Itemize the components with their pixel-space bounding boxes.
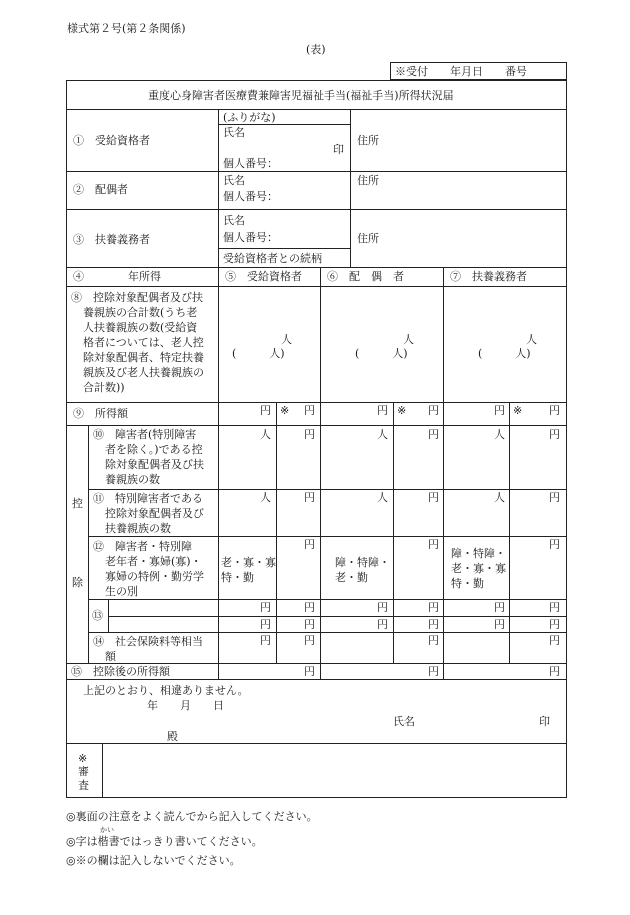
spouse-address-label: 住所 <box>357 174 379 187</box>
person-unit: 人 <box>377 428 388 441</box>
yen-unit: 円 <box>428 634 439 647</box>
rule <box>66 209 567 210</box>
rule <box>66 109 567 110</box>
star-mark: ※ <box>513 404 523 417</box>
yen-unit: 円 <box>304 404 315 417</box>
audit-label-a: 審 <box>78 765 89 778</box>
yen-unit: 円 <box>494 601 505 614</box>
col-spouse-header: ⑥ 配 偶 者 <box>327 270 404 283</box>
row11-label-1: ⑪ 特別障害者である <box>93 492 203 505</box>
spouse-mynumber-label: 個人番号： <box>223 190 278 203</box>
form-number: 様式第２号(第２条関係) <box>67 22 186 35</box>
rule <box>66 663 567 664</box>
rule <box>218 124 350 125</box>
yen-unit: 円 <box>377 601 388 614</box>
row10-label-3: 除対象配偶者及び扶 <box>105 458 204 471</box>
yen-unit: 円 <box>377 618 388 631</box>
recipient-name-label: 氏名 <box>223 126 245 139</box>
rule <box>218 109 219 679</box>
rule <box>276 402 277 663</box>
rule <box>66 402 567 403</box>
rule <box>66 425 567 426</box>
yen-unit: 円 <box>304 618 315 631</box>
yen-unit: 円 <box>549 618 560 631</box>
yen-unit: 円 <box>260 404 271 417</box>
rule <box>350 109 351 267</box>
rule <box>218 248 350 249</box>
row8-label-1: ⑧ 控除対象配偶者及び扶 <box>71 291 203 304</box>
declaration-text: 上記のとおり、相違ありません。 <box>83 684 249 697</box>
rule <box>66 171 567 172</box>
row10-label-2: 者を除く。)である控 <box>105 443 203 456</box>
row8-c5-paren: ( 人) <box>232 347 285 360</box>
row12-label-2: 老年者・寡婦(寡)・ <box>105 555 202 568</box>
recipient-seal: 印 <box>333 143 344 156</box>
yen-unit: 円 <box>304 428 315 441</box>
row14-label-2: 額 <box>105 650 116 663</box>
rule <box>66 267 567 268</box>
row12-c7-option-2: 老・寡・寡 <box>451 562 506 575</box>
audit-mark: ※ <box>78 752 88 765</box>
deduction-side-label-a: 控 <box>72 497 83 510</box>
yen-unit: 円 <box>428 538 439 551</box>
row13-label: ⑬ <box>92 609 103 622</box>
row8-c7-paren: ( 人) <box>478 347 531 360</box>
rule <box>443 267 444 679</box>
yen-unit: 円 <box>304 538 315 551</box>
row8-label-7: 合計数)) <box>83 381 125 394</box>
row8-label-2: 養親族の合計数(うち老 <box>83 306 198 319</box>
person-unit: 人 <box>494 428 505 441</box>
yen-unit: 円 <box>428 618 439 631</box>
declarant-seal: 印 <box>539 715 550 728</box>
row12-c6-option-1: 障・特障・ <box>335 556 390 569</box>
row12-c6-option-2: 老・勤 <box>335 571 368 584</box>
person-unit: 人 <box>377 491 388 504</box>
recipient-mynumber-label: 個人番号： <box>223 157 278 170</box>
row8-label-4: 格者については、老人控 <box>83 336 204 349</box>
addressee-label: 殿 <box>167 730 178 743</box>
rule <box>66 743 567 744</box>
yen-unit: 円 <box>549 491 560 504</box>
recipient-address-label: 住所 <box>357 134 379 147</box>
yen-unit: 円 <box>549 428 560 441</box>
yen-unit: 円 <box>304 634 315 647</box>
declarant-name-label: 氏名 <box>393 715 415 728</box>
row12-c5-option-2: 特・勤 <box>221 571 254 584</box>
audit-label-b: 査 <box>78 779 89 792</box>
yen-unit: 円 <box>549 404 560 417</box>
spouse-label: ② 配偶者 <box>73 183 128 196</box>
row8-c6-paren: ( 人) <box>355 347 408 360</box>
col-recipient-header: ⑤ 受給資格者 <box>225 270 302 283</box>
supporter-mynumber-label: 個人番号： <box>223 231 278 244</box>
yen-unit: 円 <box>428 428 439 441</box>
note-star-fields: ◎※の欄は記入しないでください。 <box>66 854 241 867</box>
row10-label-4: 養親族の数 <box>105 473 160 486</box>
row12-c7-option-3: 特・勤 <box>451 577 484 590</box>
yen-unit: 円 <box>494 618 505 631</box>
page-side-label: (表) <box>306 43 326 56</box>
income-amount-label: ⑨ 所得額 <box>73 407 128 420</box>
row8-label-6: 親族及び老人扶養親族の <box>83 366 204 379</box>
yen-unit: 円 <box>260 601 271 614</box>
relation-label: 受給資格者との続柄 <box>223 252 322 265</box>
rule <box>88 599 567 600</box>
row12-label-3: 寡婦の特例・勤労学 <box>105 570 204 583</box>
row14-label-1: ⑭ 社会保険料等相当 <box>93 635 203 648</box>
rule <box>509 402 510 663</box>
rule <box>88 425 89 663</box>
row8-label-5: 除対象配偶者、特定扶養 <box>83 351 204 364</box>
row8-c7-person-unit: 人 <box>526 333 537 346</box>
rule <box>108 616 567 617</box>
yen-unit: 円 <box>260 618 271 631</box>
row11-label-2: 控除対象配偶者及び <box>105 507 204 520</box>
receipt-label: ※受付 年月日 番号 <box>395 65 527 78</box>
star-mark: ※ <box>397 404 407 417</box>
rule <box>88 489 567 490</box>
deduction-side-label-b: 除 <box>72 576 83 589</box>
row12-c5-option-1: 老・寡・寡 <box>221 556 276 569</box>
declaration-date: 年 月 日 <box>147 699 224 712</box>
yen-unit: 円 <box>428 491 439 504</box>
yen-unit: 円 <box>549 665 560 678</box>
col-supporter-header: ⑦ 扶養義務者 <box>450 270 527 283</box>
row8-c6-person-unit: 人 <box>403 333 414 346</box>
star-mark: ※ <box>280 404 290 417</box>
recipient-label: ① 受給資格者 <box>73 134 150 147</box>
rule <box>88 536 567 537</box>
row12-label-1: ⑫ 障害者・特別障 <box>93 540 192 553</box>
rule <box>66 679 567 680</box>
supporter-name-label: 氏名 <box>223 214 245 227</box>
annual-income-label: ④ 年所得 <box>73 270 161 283</box>
row10-label-1: ⑩ 障害者(特別障害 <box>93 428 197 441</box>
row12-c7-option-1: 障・特障・ <box>451 547 506 560</box>
yen-unit: 円 <box>260 634 271 647</box>
person-unit: 人 <box>260 428 271 441</box>
net-income-label: ⑮ 控除後の所得額 <box>71 665 170 678</box>
supporter-label: ③ 扶養義務者 <box>73 233 150 246</box>
yen-unit: 円 <box>549 634 560 647</box>
yen-unit: 円 <box>428 601 439 614</box>
rule <box>393 402 394 663</box>
row11-label-3: 扶養親族の数 <box>105 522 171 535</box>
receipt-box <box>390 62 567 80</box>
person-unit: 人 <box>494 491 505 504</box>
rule <box>66 286 567 287</box>
yen-unit: 円 <box>428 404 439 417</box>
yen-unit: 円 <box>304 491 315 504</box>
yen-unit: 円 <box>428 665 439 678</box>
yen-unit: 円 <box>304 665 315 678</box>
yen-unit: 円 <box>377 404 388 417</box>
yen-unit: 円 <box>304 601 315 614</box>
spouse-name-label: 氏名 <box>223 174 245 187</box>
note-handwriting: ◎字は楷書ではっきり書いてください。 <box>66 835 263 848</box>
furigana-label: (ふりがな) <box>223 111 276 124</box>
yen-unit: 円 <box>549 601 560 614</box>
rule <box>88 632 567 633</box>
row8-c5-person-unit: 人 <box>281 333 292 346</box>
note-ruby: かい <box>100 826 114 834</box>
yen-unit: 円 <box>494 404 505 417</box>
form-title: 重度心身障害者医療費兼障害児福祉手当(福祉手当)所得状況届 <box>148 89 454 102</box>
row12-label-4: 生の別 <box>105 585 138 598</box>
rule <box>108 599 109 632</box>
supporter-address-label: 住所 <box>357 232 379 245</box>
rule <box>102 743 103 798</box>
note-read-back: ◎裏面の注意をよく読んでから記入してください。 <box>66 810 318 823</box>
rule <box>320 267 321 679</box>
person-unit: 人 <box>260 491 271 504</box>
row8-label-3: 人扶養親族の数(受給資 <box>83 321 198 334</box>
yen-unit: 円 <box>549 538 560 551</box>
